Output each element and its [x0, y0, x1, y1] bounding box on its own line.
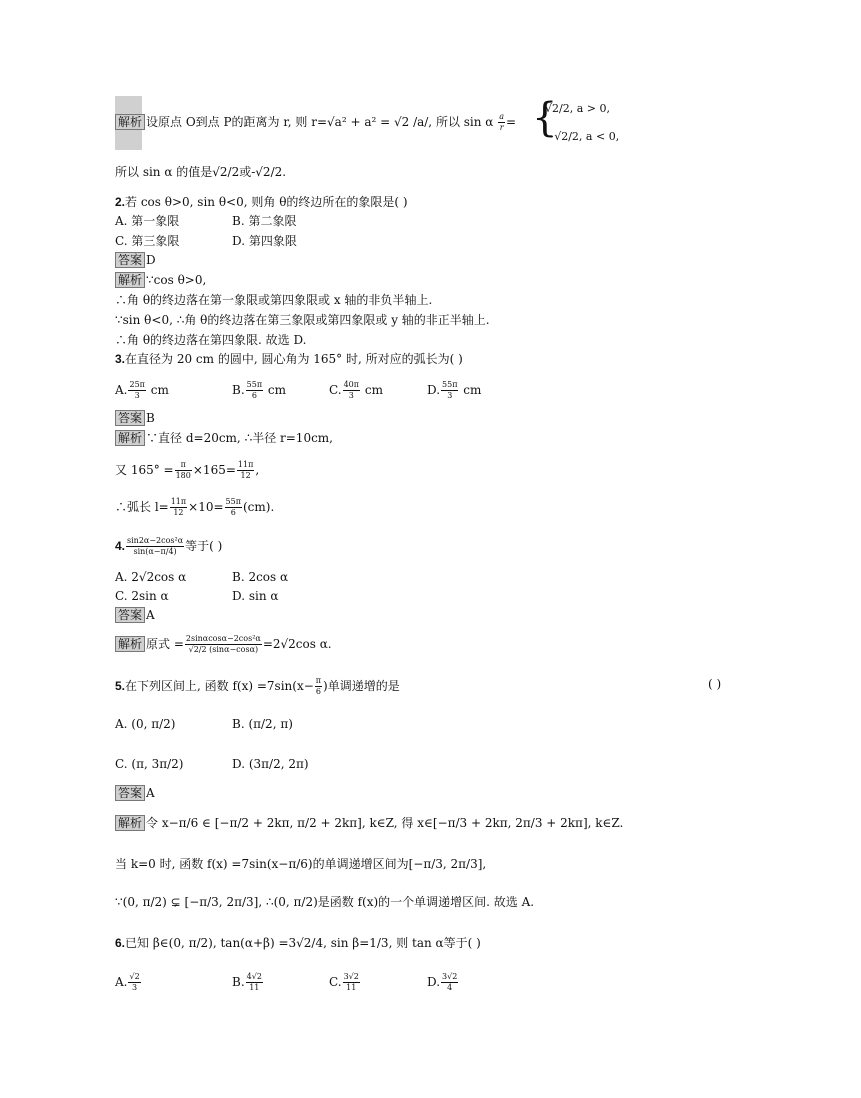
- q5-option-a: A. (0, π/2): [115, 717, 176, 731]
- q6-option-c: C. $\frac{3√2}{11}$: [329, 972, 359, 992]
- block1-frac: $\frac{a}{r}$: [499, 112, 505, 132]
- q2-analysis-2: ∴角 θ的终边落在第一象限或第四象限或 x 轴的非负半轴上.: [115, 293, 433, 307]
- case1: √2/2, a > 0,: [545, 102, 610, 115]
- q6-option-a: A. $\frac{√2}{3}$: [115, 972, 140, 992]
- q5-answer-value: A: [146, 786, 155, 800]
- q2-analysis-3: ∵sin θ<0, ∴角 θ的终边落在第三象限或第四象限或 y 轴的非正半轴上.: [115, 313, 490, 327]
- q4-option-c: C. 2sin α: [115, 589, 169, 603]
- q2-answer-value: D: [146, 253, 156, 267]
- q4-analysis: 解析 原式 = $\frac{\text{2sinαcosα−2cos²α}}{√2/2 (\sin\alpha-\cos\alpha)}$ =2√2cos α.: [115, 634, 332, 655]
- q4-option-d: D. sin α: [232, 589, 279, 603]
- q5-paren: ( ): [708, 677, 722, 691]
- q6-option-b: B. $\frac{4√2}{11}$: [232, 972, 262, 992]
- q6-option-d: D. $\frac{3√2}{4}$: [427, 972, 458, 992]
- block1-sqrt: √a² + a² = √2 /a/, 所以 sin α: [327, 115, 494, 129]
- q3-option-c: C. $\frac{40\pi}{3}$ cm: [329, 380, 383, 400]
- q5-option-d: D. (3π/2, 2π): [232, 757, 309, 771]
- block1-text: 设原点 O到点 P的距离为 r, 则 r=: [146, 115, 328, 129]
- q4-answer-value: A: [146, 608, 155, 622]
- q4-option-b: B. 2cos α: [232, 570, 289, 584]
- q5-analysis-1: 解析 令 x−π/6 ∈ [−π/2 + 2kπ, π/2 + 2kπ], k∈Z, 得 x∈[−π/3 + 2kπ, 2π/3 + 2kπ], k∈Z.: [115, 815, 623, 831]
- q3-analysis-1: 解析 ∵直径 d=20cm, ∴半径 r=10cm,: [115, 430, 333, 446]
- answer-tag: 答案: [115, 607, 145, 623]
- q3-option-a: A. $\frac{25\pi}{3}$ cm: [115, 380, 169, 400]
- answer-tag: 答案: [115, 252, 145, 268]
- q2-option-c: C. 第三象限: [115, 234, 180, 248]
- q3-analysis-3: ∴弧长 l= $\frac{11\pi}{12}$ ×10= $\frac{55\pi}{6}$ (cm).: [115, 497, 275, 517]
- q2-option-b: B. 第二象限: [232, 214, 297, 228]
- q3-analysis-2: 又 165° = $\frac{\pi}{180}$ ×165= $\frac{11\pi}{12}$ ,: [115, 460, 260, 480]
- q2-num: 2.: [115, 195, 126, 209]
- analysis-tag: 解析: [115, 430, 145, 446]
- q3-answer: [115, 410, 155, 426]
- case2: −√2/2, a < 0,: [545, 130, 620, 143]
- q2-stem: [115, 194, 408, 210]
- q4-answer: [115, 607, 155, 623]
- q5-stem: 5.在下列区间上, 函数 f(x) =7sin(x− $\frac{\pi}{6}$ )单调递增的是: [115, 676, 400, 696]
- q5-analysis-3: ∵(0, π/2) ⊊ [−π/3, 2π/3], ∴(0, π/2)是函数 f(x)的一个单调递增区间. 故选 A.: [115, 895, 535, 909]
- analysis-tag: 解析: [115, 636, 145, 652]
- q5-option-c: C. (π, 3π/2): [115, 757, 184, 771]
- q5-option-b: B. (π/2, π): [232, 717, 293, 731]
- q4-stem: 4. $\frac{\text{sin2α−2cos²α}}{\sin(\alpha-\pi/4)}$ 等于( ): [115, 536, 223, 556]
- q2-option-d: D. 第四象限: [232, 234, 297, 248]
- q3-answer-value: B: [146, 411, 155, 425]
- q4-num: 4.: [115, 539, 126, 553]
- cases-brace: {: [532, 95, 558, 141]
- q2-analysis-1-text: ∵cos θ>0,: [146, 273, 207, 287]
- block1-line1: [115, 112, 516, 133]
- analysis-tag: 解析: [115, 815, 145, 831]
- answer-tag: 答案: [115, 785, 145, 801]
- q3-stem-text: 在直径为 20 cm 的圆中, 圆心角为 165° 时, 所对应的弧长为( ): [125, 352, 463, 366]
- q2-stem-text: 若 cos θ>0, sin θ<0, 则角 θ的终边所在的象限是( ): [125, 195, 408, 209]
- q3-num: 3.: [115, 352, 126, 366]
- answer-tag: 答案: [115, 410, 145, 426]
- q6-num: 6.: [115, 936, 126, 950]
- q5-answer: [115, 785, 155, 801]
- q4-option-a: A. 2√2cos α: [115, 570, 187, 584]
- q3-option-b: B. $\frac{55\pi}{6}$ cm: [232, 380, 287, 400]
- q2-answer: [115, 252, 156, 268]
- analysis-tag: 解析: [115, 114, 145, 130]
- q5-num: 5.: [115, 679, 126, 693]
- q5-analysis-2: 当 k=0 时, 函数 f(x) =7sin(x−π/6)的单调递增区间为[−π/3, 2π/3],: [115, 857, 487, 871]
- analysis-tag: 解析: [115, 272, 145, 288]
- block1-line2: 所以 sin α 的值是√2/2或-√2/2.: [115, 165, 287, 179]
- q2-option-a: A. 第一象限: [115, 214, 180, 228]
- block1-eq: =: [506, 115, 517, 129]
- q3-option-d: D. $\frac{55\pi}{3}$ cm: [427, 380, 482, 400]
- q3-stem: [115, 351, 463, 367]
- q2-analysis-4: ∴角 θ的终边落在第四象限. 故选 D.: [115, 333, 307, 347]
- q6-stem: 6.已知 β∈(0, π/2), tan(α+β) =3√2/4, sin β=1/3, 则 tan α等于( ): [115, 936, 481, 950]
- q2-analysis-1: [115, 272, 206, 288]
